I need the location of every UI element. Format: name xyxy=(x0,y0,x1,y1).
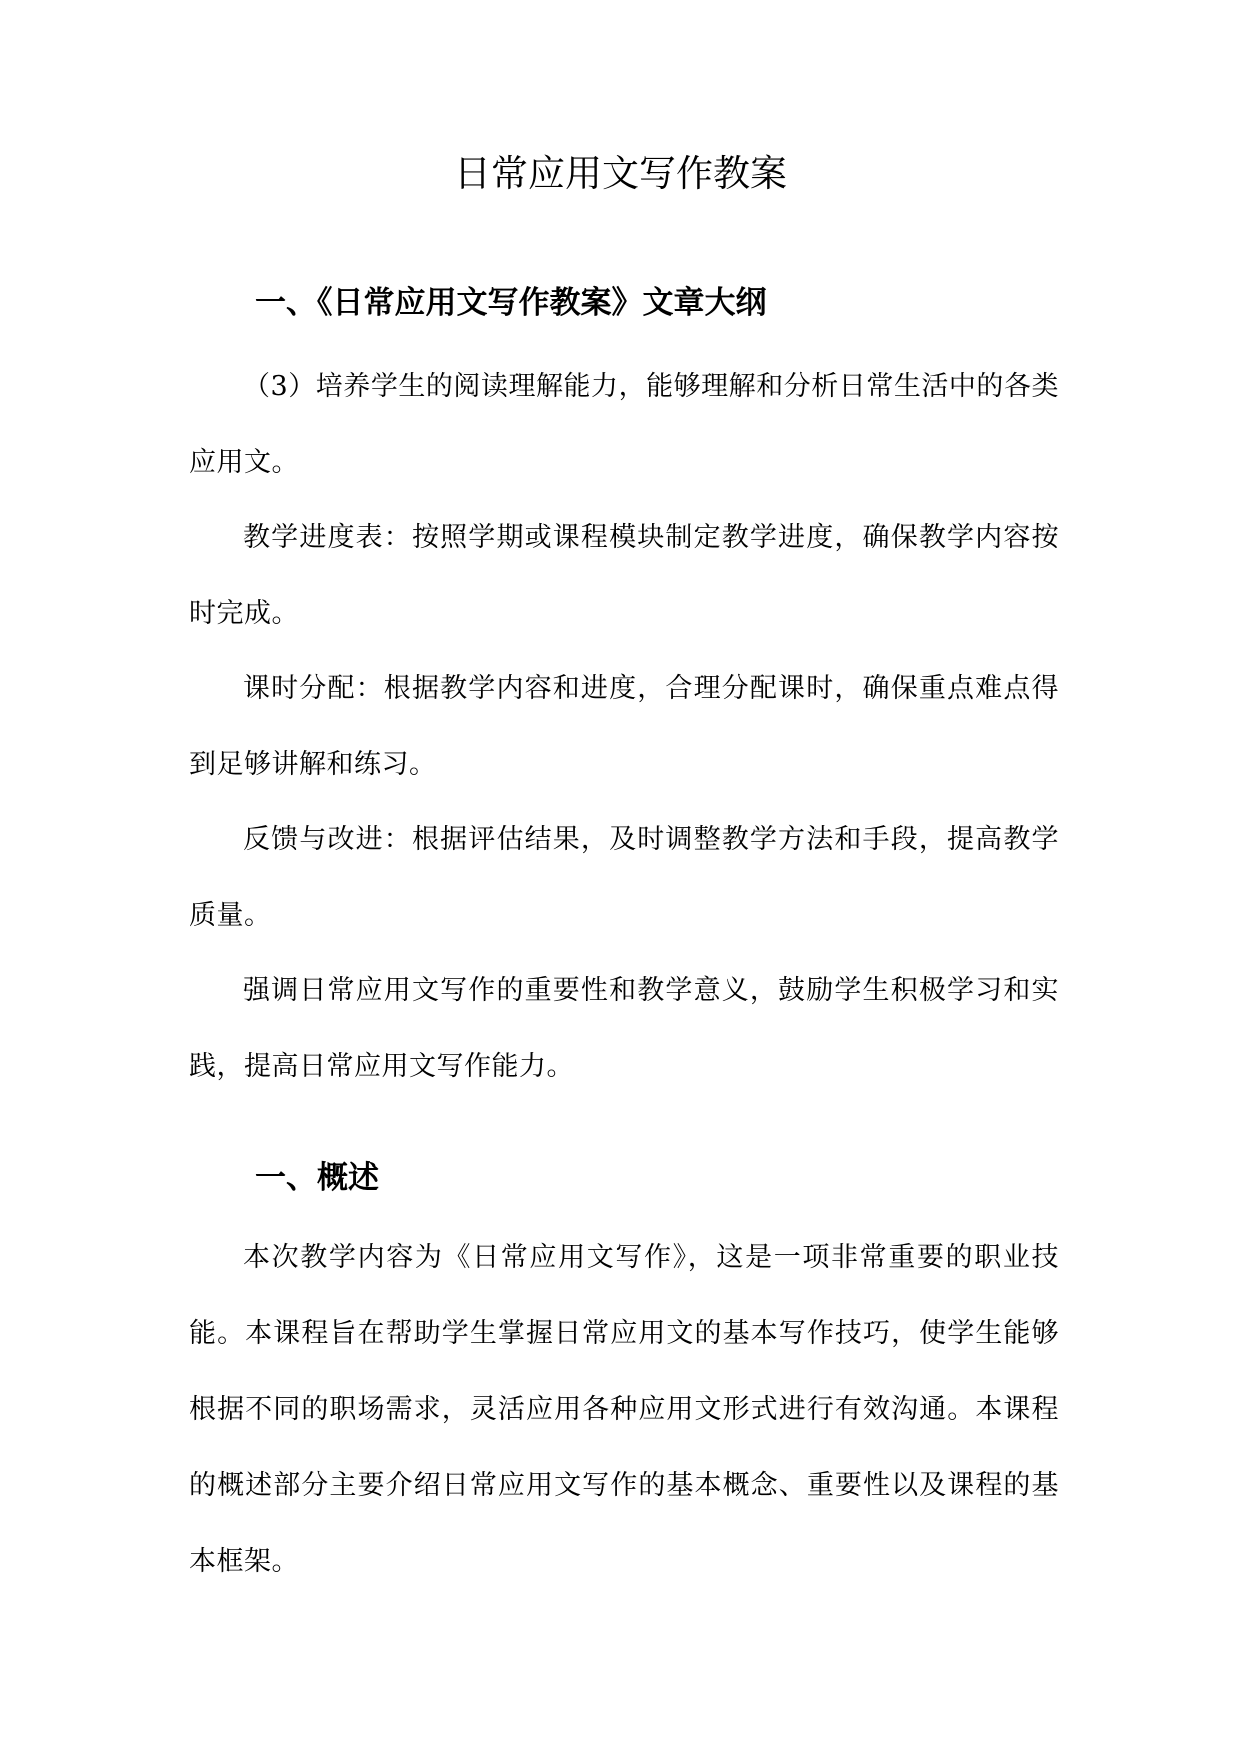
document-title: 日常应用文写作教案 xyxy=(454,152,787,195)
paragraph-overview: 本次教学内容为《日常应用文写作》，这是一项非常重要的职业技能。本课程旨在帮助学生掌握日常应用文的基本写作技巧，使学生能够根据不同的职场需求，灵活应用各种应用文形式进行有效沟通。本课程的概述部分主要介绍日常应用文写作的基本概念、重要性以及课程的基本框架。 xyxy=(189,1242,1059,1577)
paragraph-teaching-schedule: 教学进度表：按照学期或课程模块制定教学进度，确保教学内容按时完成。 xyxy=(189,522,1059,629)
paragraph-emphasis: 强调日常应用文写作的重要性和教学意义，鼓励学生积极学习和实践，提高日常应用文写作能力。 xyxy=(189,975,1059,1082)
paragraph-feedback: 反馈与改进：根据评估结果，及时调整教学方法和手段，提高教学质量。 xyxy=(189,824,1059,931)
paragraph-class-hours: 课时分配：根据教学内容和进度，合理分配课时，确保重点难点得到足够讲解和练习。 xyxy=(189,673,1059,780)
paragraph-reading-ability: （3）培养学生的阅读理解能力，能够理解和分析日常生活中的各类应用文。 xyxy=(189,371,1059,478)
section-heading-outline: 一、《日常应用文写作教案》文章大纲 xyxy=(255,285,767,321)
section-heading-overview: 一、概述 xyxy=(255,1160,379,1196)
